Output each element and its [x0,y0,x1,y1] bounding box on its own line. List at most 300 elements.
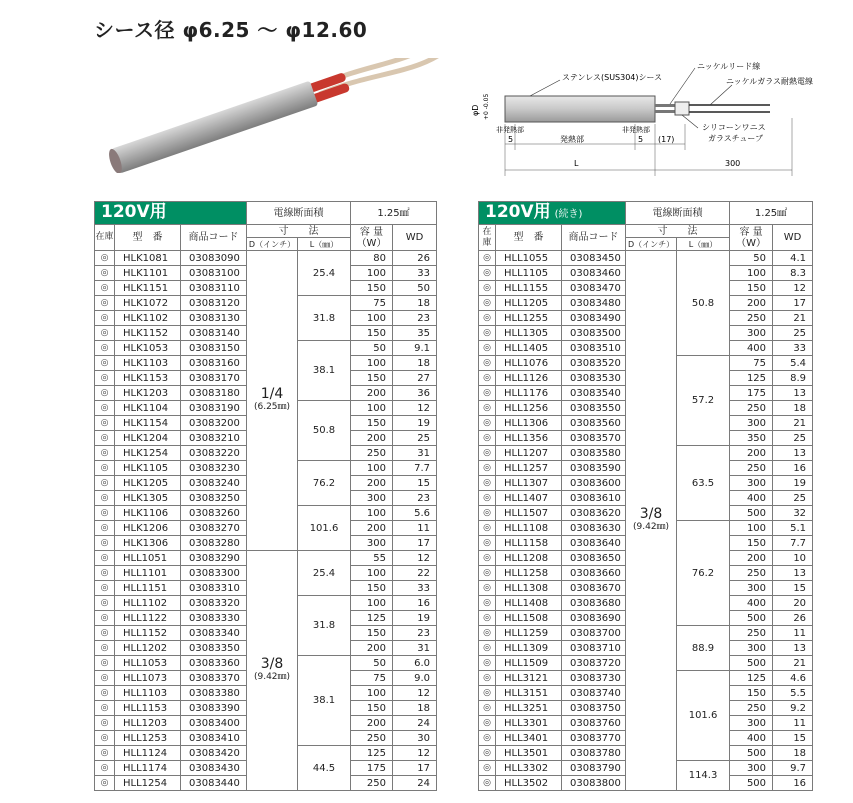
col-dims: 寸 法 [247,225,351,238]
stock-mark: ◎ [479,431,496,446]
diameter-inch: 3/8 [260,655,284,672]
product-code: 03083170 [181,371,247,386]
model-number: HLK1306 [115,536,181,551]
wd-value: 25 [773,431,813,446]
wd-value: 11 [773,626,813,641]
model-number: HLL1102 [115,596,181,611]
product-code: 03083090 [181,251,247,266]
wd-value: 7.7 [773,536,813,551]
dim-17: (17) [658,135,675,144]
model-number: HLL1105 [496,266,562,281]
capacity-value: 200 [730,446,773,461]
model-number: HLL3251 [496,701,562,716]
label-tolerance: +0 -0.05 [483,93,490,120]
model-number: HLK1203 [115,386,181,401]
label-nonheat-1: 非発熱部 [496,126,524,134]
capacity-value: 250 [730,626,773,641]
product-code: 03083430 [181,761,247,776]
wd-value: 17 [393,536,437,551]
model-number: HLL1407 [496,491,562,506]
wd-value: 24 [393,716,437,731]
product-code: 03083290 [181,551,247,566]
product-code: 03083730 [562,671,626,686]
product-code: 03083260 [181,506,247,521]
product-code: 03083360 [181,656,247,671]
diameter-inch: 1/4 [260,385,284,402]
capacity-value: 300 [730,641,773,656]
capacity-value: 80 [351,251,393,266]
wd-value: 32 [773,506,813,521]
dim-5b: 5 [638,135,644,144]
heater-photo [95,58,455,173]
product-code: 03083400 [181,716,247,731]
capacity-value: 200 [351,386,393,401]
table-row [95,551,437,566]
product-code: 03083640 [562,536,626,551]
stock-mark: ◎ [479,626,496,641]
capacity-value: 175 [351,761,393,776]
col-model: 型 番 [115,225,181,251]
capacity-value: 125 [730,371,773,386]
capacity-value: 250 [730,461,773,476]
capacity-value: 400 [730,341,773,356]
product-code: 03083140 [181,326,247,341]
stock-mark: ◎ [479,536,496,551]
stock-mark: ◎ [95,356,115,371]
product-code: 03083370 [181,671,247,686]
wd-value: 21 [773,311,813,326]
length-cell: 38.1 [298,341,351,401]
wd-value: 15 [773,581,813,596]
product-code: 03083210 [181,431,247,446]
capacity-value: 150 [351,281,393,296]
stock-mark: ◎ [95,566,115,581]
stock-mark: ◎ [479,491,496,506]
capacity-value: 125 [351,611,393,626]
capacity-value: 50 [730,251,773,266]
stock-mark: ◎ [479,656,496,671]
stock-mark: ◎ [479,716,496,731]
capacity-value: 100 [351,311,393,326]
capacity-value: 100 [351,566,393,581]
capacity-value: 75 [351,296,393,311]
wd-value: 26 [773,611,813,626]
wd-value: 12 [393,686,437,701]
stock-mark: ◎ [479,521,496,536]
model-number: HLL1176 [496,386,562,401]
product-code: 03083240 [181,476,247,491]
stock-mark: ◎ [479,461,496,476]
model-number: HLK1153 [115,371,181,386]
wd-value: 35 [393,326,437,341]
product-code: 03083200 [181,416,247,431]
product-code: 03083670 [562,581,626,596]
capacity-value: 150 [351,416,393,431]
product-code: 03083320 [181,596,247,611]
capacity-value: 75 [351,671,393,686]
stock-mark: ◎ [479,776,496,791]
wd-value: 25 [393,431,437,446]
product-code: 03083330 [181,611,247,626]
model-number: HLL1158 [496,536,562,551]
model-number: HLK1104 [115,401,181,416]
product-code: 03083580 [562,446,626,461]
wd-value: 23 [393,626,437,641]
capacity-value: 150 [730,536,773,551]
product-code: 03083540 [562,386,626,401]
stock-mark: ◎ [95,461,115,476]
product-code: 03083780 [562,746,626,761]
wd-value: 25 [773,326,813,341]
product-code: 03083800 [562,776,626,791]
capacity-value: 500 [730,506,773,521]
length-cell: 101.6 [677,671,730,761]
model-number: HLL1256 [496,401,562,416]
model-number: HLL1356 [496,431,562,446]
product-code: 03083520 [562,356,626,371]
product-code: 03083160 [181,356,247,371]
stock-mark: ◎ [479,746,496,761]
wd-value: 12 [773,281,813,296]
model-number: HLL1174 [115,761,181,776]
product-code: 03083230 [181,461,247,476]
model-number: HLL1305 [496,326,562,341]
length-cell: 76.2 [298,461,351,506]
col-stock: 在庫 [479,225,496,251]
capacity-value: 200 [351,521,393,536]
stock-mark: ◎ [95,611,115,626]
wd-value: 31 [393,641,437,656]
model-number: HLL1055 [496,251,562,266]
col-model: 型 番 [496,225,562,251]
wd-value: 24 [393,776,437,791]
model-number: HLL1306 [496,416,562,431]
stock-mark: ◎ [95,746,115,761]
product-code: 03083460 [562,266,626,281]
stock-mark: ◎ [95,281,115,296]
model-number: HLL3301 [496,716,562,731]
product-code: 03083150 [181,341,247,356]
diameter-cell [247,551,298,791]
product-code: 03083270 [181,521,247,536]
stock-mark: ◎ [479,416,496,431]
capacity-value: 250 [730,566,773,581]
model-number: HLK1154 [115,416,181,431]
product-code: 03083120 [181,296,247,311]
product-code: 03083480 [562,296,626,311]
wd-value: 16 [393,596,437,611]
stock-mark: ◎ [95,326,115,341]
model-number: HLL1408 [496,596,562,611]
model-number: HLL1309 [496,641,562,656]
capacity-value: 100 [351,686,393,701]
capacity-value: 100 [351,596,393,611]
capacity-value: 150 [730,686,773,701]
product-code: 03083770 [562,731,626,746]
wd-value: 13 [773,386,813,401]
capacity-value: 200 [351,431,393,446]
stock-mark: ◎ [95,761,115,776]
wd-value: 8.9 [773,371,813,386]
label-tube2: ガラスチューブ [708,134,763,143]
product-code: 03083510 [562,341,626,356]
wd-value: 22 [393,566,437,581]
wd-value: 8.3 [773,266,813,281]
product-code: 03083440 [181,776,247,791]
wire-area-value: 1.25㎟ [730,202,813,225]
capacity-value: 150 [351,326,393,341]
wd-value: 30 [393,731,437,746]
wire-area-value: 1.25㎟ [351,202,437,225]
product-code: 03083100 [181,266,247,281]
wd-value: 33 [393,266,437,281]
model-number: HLL1307 [496,476,562,491]
stock-mark: ◎ [479,401,496,416]
wd-value: 18 [393,356,437,371]
stock-mark: ◎ [479,641,496,656]
model-number: HLK1152 [115,326,181,341]
wd-value: 21 [773,656,813,671]
stock-mark: ◎ [95,266,115,281]
stock-mark: ◎ [479,266,496,281]
label-diameter: φD [471,104,480,116]
model-number: HLL3502 [496,776,562,791]
stock-mark: ◎ [479,341,496,356]
product-code: 03083680 [562,596,626,611]
capacity-value: 175 [730,386,773,401]
capacity-value: 200 [730,551,773,566]
stock-mark: ◎ [95,551,115,566]
wd-value: 5.1 [773,521,813,536]
wd-value: 21 [773,416,813,431]
model-number: HLL1208 [496,551,562,566]
col-d: D（インチ） [247,238,298,251]
capacity-value: 300 [730,476,773,491]
length-cell: 38.1 [298,656,351,746]
stock-mark: ◎ [95,386,115,401]
model-number: HLL1108 [496,521,562,536]
capacity-value: 100 [730,266,773,281]
capacity-value: 500 [730,611,773,626]
capacity-value: 250 [730,311,773,326]
model-number: HLK1206 [115,521,181,536]
product-code: 03083590 [562,461,626,476]
wd-value: 18 [393,701,437,716]
model-number: HLL3121 [496,671,562,686]
product-code: 03083530 [562,371,626,386]
stock-mark: ◎ [95,491,115,506]
product-code: 03083570 [562,431,626,446]
capacity-value: 150 [351,371,393,386]
wd-value: 9.0 [393,671,437,686]
stock-mark: ◎ [479,596,496,611]
stock-mark: ◎ [95,776,115,791]
capacity-value: 400 [730,596,773,611]
stock-mark: ◎ [95,641,115,656]
wd-value: 16 [773,776,813,791]
product-code: 03083340 [181,626,247,641]
stock-mark: ◎ [95,731,115,746]
model-number: HLL1202 [115,641,181,656]
capacity-value: 250 [351,731,393,746]
model-number: HLL1126 [496,371,562,386]
product-code: 03083610 [562,491,626,506]
product-code: 03083300 [181,566,247,581]
product-code: 03083110 [181,281,247,296]
stock-mark: ◎ [479,296,496,311]
capacity-value: 250 [351,776,393,791]
table-row [95,251,437,266]
product-code: 03083760 [562,716,626,731]
model-number: HLL1053 [115,656,181,671]
wd-value: 15 [393,476,437,491]
model-number: HLL1203 [115,716,181,731]
stock-mark: ◎ [479,671,496,686]
wd-value: 26 [393,251,437,266]
wd-value: 13 [773,446,813,461]
product-code: 03083630 [562,521,626,536]
capacity-value: 200 [351,716,393,731]
product-code: 03083790 [562,761,626,776]
stock-mark: ◎ [95,506,115,521]
model-number: HLL1103 [115,686,181,701]
product-code: 03083700 [562,626,626,641]
product-code: 03083180 [181,386,247,401]
diameter-cell [247,251,298,551]
wd-value: 11 [393,521,437,536]
capacity-value: 200 [351,641,393,656]
wd-value: 19 [773,476,813,491]
length-cell: 88.9 [677,626,730,671]
wd-value: 5.4 [773,356,813,371]
stock-mark: ◎ [479,311,496,326]
diameter-mm: (9.42㎜) [633,521,670,532]
capacity-value: 50 [351,656,393,671]
wd-value: 36 [393,386,437,401]
capacity-value: 500 [730,656,773,671]
model-number: HLL1122 [115,611,181,626]
stock-mark: ◎ [95,671,115,686]
capacity-value: 150 [351,701,393,716]
wd-value: 19 [393,611,437,626]
length-cell: 25.4 [298,551,351,596]
wd-value: 4.6 [773,671,813,686]
col-capacity: 容 量（W） [351,225,393,251]
label-lead: ニッケルリード線 [697,62,761,71]
model-number: HLL1051 [115,551,181,566]
wd-value: 9.1 [393,341,437,356]
model-number: HLK1205 [115,476,181,491]
model-number: HLL3501 [496,746,562,761]
capacity-value: 300 [730,416,773,431]
dim-5a: 5 [508,135,514,144]
wd-value: 50 [393,281,437,296]
stock-mark: ◎ [95,251,115,266]
model-number: HLL1507 [496,506,562,521]
product-code: 03083710 [562,641,626,656]
wire-area-label: 電線断面積 [626,202,730,225]
page-title: シース径 φ6.25 ～ φ12.60 [94,18,368,42]
stock-mark: ◎ [95,596,115,611]
model-number: HLL1405 [496,341,562,356]
capacity-value: 125 [351,746,393,761]
capacity-value: 300 [730,761,773,776]
length-cell: 57.2 [677,356,730,446]
length-cell: 76.2 [677,521,730,626]
model-number: HLL1076 [496,356,562,371]
stock-mark: ◎ [479,386,496,401]
model-number: HLK1081 [115,251,181,266]
wd-value: 19 [393,416,437,431]
wd-value: 7.7 [393,461,437,476]
product-code: 03083720 [562,656,626,671]
model-number: HLL1257 [496,461,562,476]
wd-value: 17 [773,296,813,311]
product-code: 03083500 [562,326,626,341]
wd-value: 13 [773,641,813,656]
stock-mark: ◎ [95,701,115,716]
capacity-value: 300 [730,326,773,341]
wd-value: 17 [393,761,437,776]
stock-mark: ◎ [95,716,115,731]
capacity-value: 300 [730,581,773,596]
model-number: HLL1254 [115,776,181,791]
stock-mark: ◎ [95,521,115,536]
product-code: 03083410 [181,731,247,746]
col-code: 商品コード [562,225,626,251]
length-cell: 50.8 [298,401,351,461]
model-number: HLK1305 [115,491,181,506]
stock-mark: ◎ [479,566,496,581]
stock-mark: ◎ [95,656,115,671]
model-number: HLL1152 [115,626,181,641]
wd-value: 12 [393,746,437,761]
product-code: 03083490 [562,311,626,326]
dimension-diagram [470,58,850,198]
label-heat: 発熱部 [560,135,584,144]
model-number: HLL1101 [115,566,181,581]
wd-value: 6.0 [393,656,437,671]
wd-value: 27 [393,371,437,386]
stock-mark: ◎ [479,761,496,776]
stock-mark: ◎ [95,296,115,311]
col-d: D（インチ） [626,238,677,251]
capacity-value: 100 [351,266,393,281]
wd-value: 20 [773,596,813,611]
product-code: 03083130 [181,311,247,326]
stock-mark: ◎ [479,701,496,716]
stock-mark: ◎ [95,401,115,416]
table-row [479,251,813,266]
capacity-value: 300 [351,536,393,551]
model-number: HLK1254 [115,446,181,461]
wd-value: 18 [393,296,437,311]
product-code: 03083650 [562,551,626,566]
model-number: HLK1102 [115,311,181,326]
model-number: HLL1073 [115,671,181,686]
stock-mark: ◎ [95,626,115,641]
table-title: 120V用 [95,202,247,225]
wd-value: 5.6 [393,506,437,521]
product-code: 03083380 [181,686,247,701]
capacity-value: 55 [351,551,393,566]
wd-value: 10 [773,551,813,566]
product-code: 03083220 [181,446,247,461]
model-number: HLL1151 [115,581,181,596]
diameter-mm: (6.25㎜) [253,401,291,412]
product-code: 03083250 [181,491,247,506]
model-number: HLK1151 [115,281,181,296]
